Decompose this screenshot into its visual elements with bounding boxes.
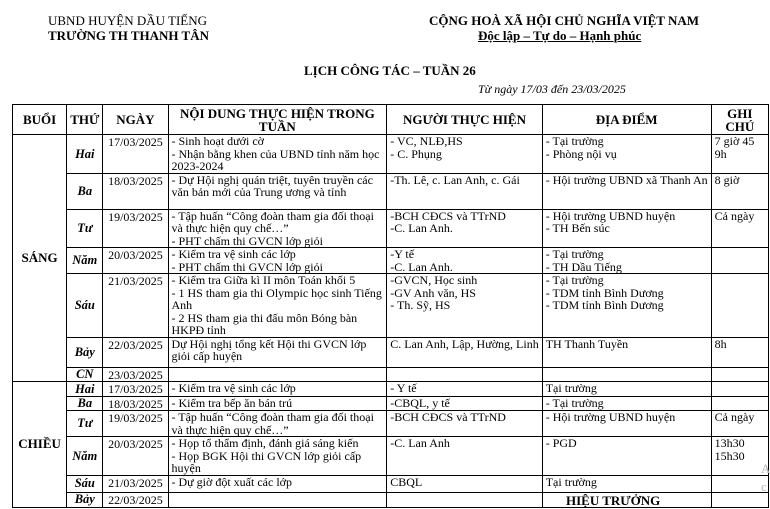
- cell-line: - Tại trường: [545, 273, 604, 287]
- cell-line: - Dự giờ đột xuất các lớp: [171, 474, 292, 489]
- content-cell: [168, 337, 387, 367]
- cell-line: - Tập huấn “Công đoàn tham gia đối thoại và thực hiện quy chế…”: [171, 208, 374, 235]
- cell-line: - Tại trường: [545, 395, 604, 410]
- cell-line: Tại trường: [545, 474, 597, 489]
- cell-line: -BCH CĐCS và TTrND: [390, 410, 506, 424]
- cell-line: - Hội trường UBND huyện: [545, 410, 676, 424]
- table-row: [13, 367, 769, 382]
- date-cell: 18/03/2025: [103, 173, 168, 209]
- day-cell: Bảy: [67, 337, 103, 367]
- edge-glyphs: A c: [761, 461, 770, 494]
- cell-line: C. Lan Anh, Lập, Hường, Linh: [390, 336, 539, 351]
- table-row: [13, 209, 769, 248]
- people-cell: [387, 367, 543, 382]
- content-cell: [168, 396, 387, 411]
- col-header-day: THỨ: [67, 105, 103, 135]
- note-cell: [711, 475, 768, 492]
- day-cell: Ba: [67, 396, 103, 411]
- signature-title: HIỆU TRƯỞNG: [566, 493, 661, 508]
- people-cell: [387, 209, 543, 248]
- table-row: [13, 411, 769, 437]
- cell-line: - TDM tỉnh Bình Dương: [545, 298, 664, 312]
- place-cell: [542, 274, 711, 338]
- table-row: [13, 173, 769, 209]
- page-title: LỊCH CÔNG TÁC – TUẦN 26: [304, 63, 476, 78]
- cell-line: 7 giờ 45: [714, 134, 755, 148]
- cell-line: - Kiểm tra vệ sinh các lớp: [171, 381, 296, 395]
- table-row: [13, 248, 769, 274]
- col-header-content: NỘI DUNG THỰC HIỆN TRONG TUẦN: [168, 105, 387, 135]
- session-label: CHIỀU: [13, 382, 67, 508]
- cell-line: - Họp tổ thẩm định, đánh giá sáng kiến: [171, 436, 359, 450]
- cell-line: 15h30: [714, 448, 745, 463]
- content-cell: [168, 209, 387, 248]
- cell-line: - VC, NLĐ,HS: [390, 134, 463, 148]
- place-cell: [542, 173, 711, 209]
- note-cell: [711, 209, 768, 248]
- cell-line: - Phòng nội vụ: [545, 146, 617, 161]
- people-cell: [387, 411, 543, 437]
- cell-line: - PHT chấm thi GVCN lớp giỏi: [171, 259, 323, 274]
- cell-line: 8h: [714, 336, 727, 351]
- people-cell: [387, 475, 543, 492]
- table-header-row: [13, 105, 769, 135]
- cell-line: - Tại trường: [545, 247, 604, 261]
- date-cell: 21/03/2025: [103, 475, 168, 492]
- cell-line: 13h30: [714, 436, 745, 450]
- place-cell: [542, 337, 711, 367]
- day-cell: Hai: [67, 382, 103, 397]
- date-range: Từ ngày 17/03 đến 23/03/2025: [478, 82, 626, 96]
- cell-line: - TDM tỉnh Bình Dương: [545, 285, 664, 300]
- cell-line: TH Thanh Tuyền: [545, 336, 629, 351]
- col-header-session: BUỔI: [13, 105, 67, 135]
- content-cell: [168, 475, 387, 492]
- content-cell: [168, 437, 387, 476]
- cell-line: -CBQL, y tế: [390, 395, 450, 410]
- date-cell: 19/03/2025: [103, 209, 168, 248]
- table-row: [13, 135, 769, 174]
- cell-line: CBQL: [390, 474, 423, 489]
- col-header-note: GHI CHÚ: [711, 105, 768, 135]
- note-cell: [711, 437, 768, 476]
- note-cell: [711, 248, 768, 274]
- day-cell: Tư: [67, 209, 103, 248]
- cell-line: - Kiểm tra vệ sinh các lớp: [171, 247, 296, 261]
- date-cell: 22/03/2025: [103, 492, 168, 507]
- people-cell: [387, 135, 543, 174]
- cell-line: - Dự Hội nghị quán triệt, tuyên truyền các văn bản mới của Trung ương và tỉnh: [171, 172, 373, 199]
- cell-line: - Kiểm tra Giữa kì II môn Toán khối 5: [171, 273, 356, 287]
- note-cell: [711, 135, 768, 174]
- col-header-place: ĐỊA ĐIỂM: [542, 105, 711, 135]
- note-cell: [711, 367, 768, 382]
- cell-line: - Hội trường UBND xã Thanh An: [545, 172, 708, 187]
- place-cell: [542, 367, 711, 382]
- note-cell: [711, 274, 768, 338]
- cell-line: -C. Lan Anh: [390, 436, 450, 450]
- content-cell: [168, 382, 387, 397]
- place-cell: [542, 437, 711, 476]
- cell-line: - TH Bến súc: [545, 221, 610, 235]
- place-cell: [542, 248, 711, 274]
- place-cell: [542, 135, 711, 174]
- cell-line: 8 giờ: [714, 172, 740, 187]
- cell-line: - Nhận bằng khen của UBND tỉnh năm học 2023-2024: [171, 146, 380, 173]
- table-row: [13, 382, 769, 397]
- org-line-1: UBND HUYỆN DẦU TIẾNG: [48, 13, 207, 28]
- cell-line: -GVCN, Học sinh: [390, 273, 478, 287]
- nation-line-2: Độc lập – Tự do – Hạnh phúc: [478, 28, 642, 43]
- cell-line: Tại trường: [545, 381, 597, 395]
- cell-line: Cả ngày: [714, 410, 755, 424]
- cell-line: -Y tế: [390, 247, 415, 261]
- note-cell: [711, 492, 768, 507]
- cell-line: - PHT chấm thi GVCN lớp giỏi: [171, 233, 323, 248]
- cell-line: - TH Dầu Tiếng: [545, 259, 622, 274]
- cell-line: Cả ngày: [714, 208, 755, 223]
- date-cell: 23/03/2025: [103, 367, 168, 382]
- note-cell: [711, 173, 768, 209]
- place-cell: [542, 382, 711, 397]
- day-cell: Ba: [67, 173, 103, 209]
- day-cell: CN: [67, 367, 103, 382]
- people-cell: [387, 173, 543, 209]
- content-cell: [168, 492, 387, 507]
- cell-line: - Họp BGK Hội thi GVCN lớp giỏi cấp huyện: [171, 448, 362, 475]
- cell-line: - Sinh hoạt dưới cờ: [171, 134, 265, 148]
- cell-line: - Hội trường UBND huyện: [545, 208, 676, 223]
- note-cell: [711, 396, 768, 411]
- note-cell: [711, 382, 768, 397]
- org-line-2: TRƯỜNG TH THANH TÂN: [48, 28, 209, 43]
- place-cell: [542, 209, 711, 248]
- cell-line: - Tại trường: [545, 134, 604, 148]
- day-cell: Sáu: [67, 274, 103, 338]
- col-header-date: NGÀY: [103, 105, 168, 135]
- cell-line: -Th. Lê, c. Lan Anh, c. Gái: [390, 172, 520, 187]
- cell-line: - Y tế: [390, 381, 417, 395]
- content-cell: [168, 274, 387, 338]
- date-cell: 18/03/2025: [103, 396, 168, 411]
- content-cell: [168, 173, 387, 209]
- place-cell: [542, 396, 711, 411]
- session-label: SÁNG: [13, 135, 67, 382]
- cell-line: - C. Phụng: [390, 146, 442, 161]
- cell-line: -C. Lan Anh.: [390, 259, 453, 274]
- schedule-table: [12, 104, 769, 508]
- cell-line: - Tập huấn “Công đoàn tham gia đối thoại và thực hiện quy chế…”: [171, 410, 374, 437]
- people-cell: [387, 382, 543, 397]
- people-cell: [387, 274, 543, 338]
- cell-line: 9h: [714, 146, 727, 161]
- day-cell: Hai: [67, 135, 103, 174]
- table-row: [13, 337, 769, 367]
- cell-line: -C. Lan Anh.: [390, 221, 453, 235]
- people-cell: [387, 337, 543, 367]
- note-cell: [711, 337, 768, 367]
- day-cell: Năm: [67, 248, 103, 274]
- day-cell: Tư: [67, 411, 103, 437]
- table-row: [13, 274, 769, 338]
- day-cell: Bảy: [67, 492, 103, 507]
- place-cell: [542, 411, 711, 437]
- cell-line: - 1 HS tham gia thi Olympic học sinh Tiếng Anh: [171, 285, 382, 312]
- date-cell: 21/03/2025: [103, 274, 168, 338]
- content-cell: [168, 135, 387, 174]
- place-cell: [542, 475, 711, 492]
- date-cell: 20/03/2025: [103, 437, 168, 476]
- people-cell: [387, 396, 543, 411]
- date-cell: 20/03/2025: [103, 248, 168, 274]
- cell-line: - Th. Sỹ, HS: [390, 298, 451, 312]
- people-cell: [387, 437, 543, 476]
- cell-line: -BCH CĐCS và TTrND: [390, 208, 506, 223]
- note-cell: [711, 411, 768, 437]
- cell-line: - PGD: [545, 436, 577, 450]
- table-row: [13, 475, 769, 492]
- people-cell: [387, 248, 543, 274]
- cell-line: -GV Anh văn, HS: [390, 285, 476, 300]
- content-cell: [168, 248, 387, 274]
- date-cell: 22/03/2025: [103, 337, 168, 367]
- table-row: [13, 396, 769, 411]
- cell-line: Dự Hội nghị tổng kết Hội thi GVCN lớp giỏi cấp huyện: [171, 336, 367, 363]
- content-cell: [168, 411, 387, 437]
- day-cell: Sáu: [67, 475, 103, 492]
- cell-line: - 2 HS tham gia thi đấu môn Bóng bàn HKPĐ tỉnh: [171, 310, 358, 337]
- people-cell: [387, 492, 543, 507]
- day-cell: Năm: [67, 437, 103, 476]
- date-cell: 19/03/2025: [103, 411, 168, 437]
- date-cell: 17/03/2025: [103, 382, 168, 397]
- cell-line: - Kiểm tra bếp ăn bán trú: [171, 395, 293, 410]
- content-cell: [168, 367, 387, 382]
- col-header-people: NGƯỜI THỰC HIỆN: [387, 105, 543, 135]
- nation-line-1: CỘNG HOÀ XÃ HỘI CHỦ NGHĨA VIỆT NAM: [429, 13, 700, 28]
- date-cell: 17/03/2025: [103, 135, 168, 174]
- table-row: [13, 437, 769, 476]
